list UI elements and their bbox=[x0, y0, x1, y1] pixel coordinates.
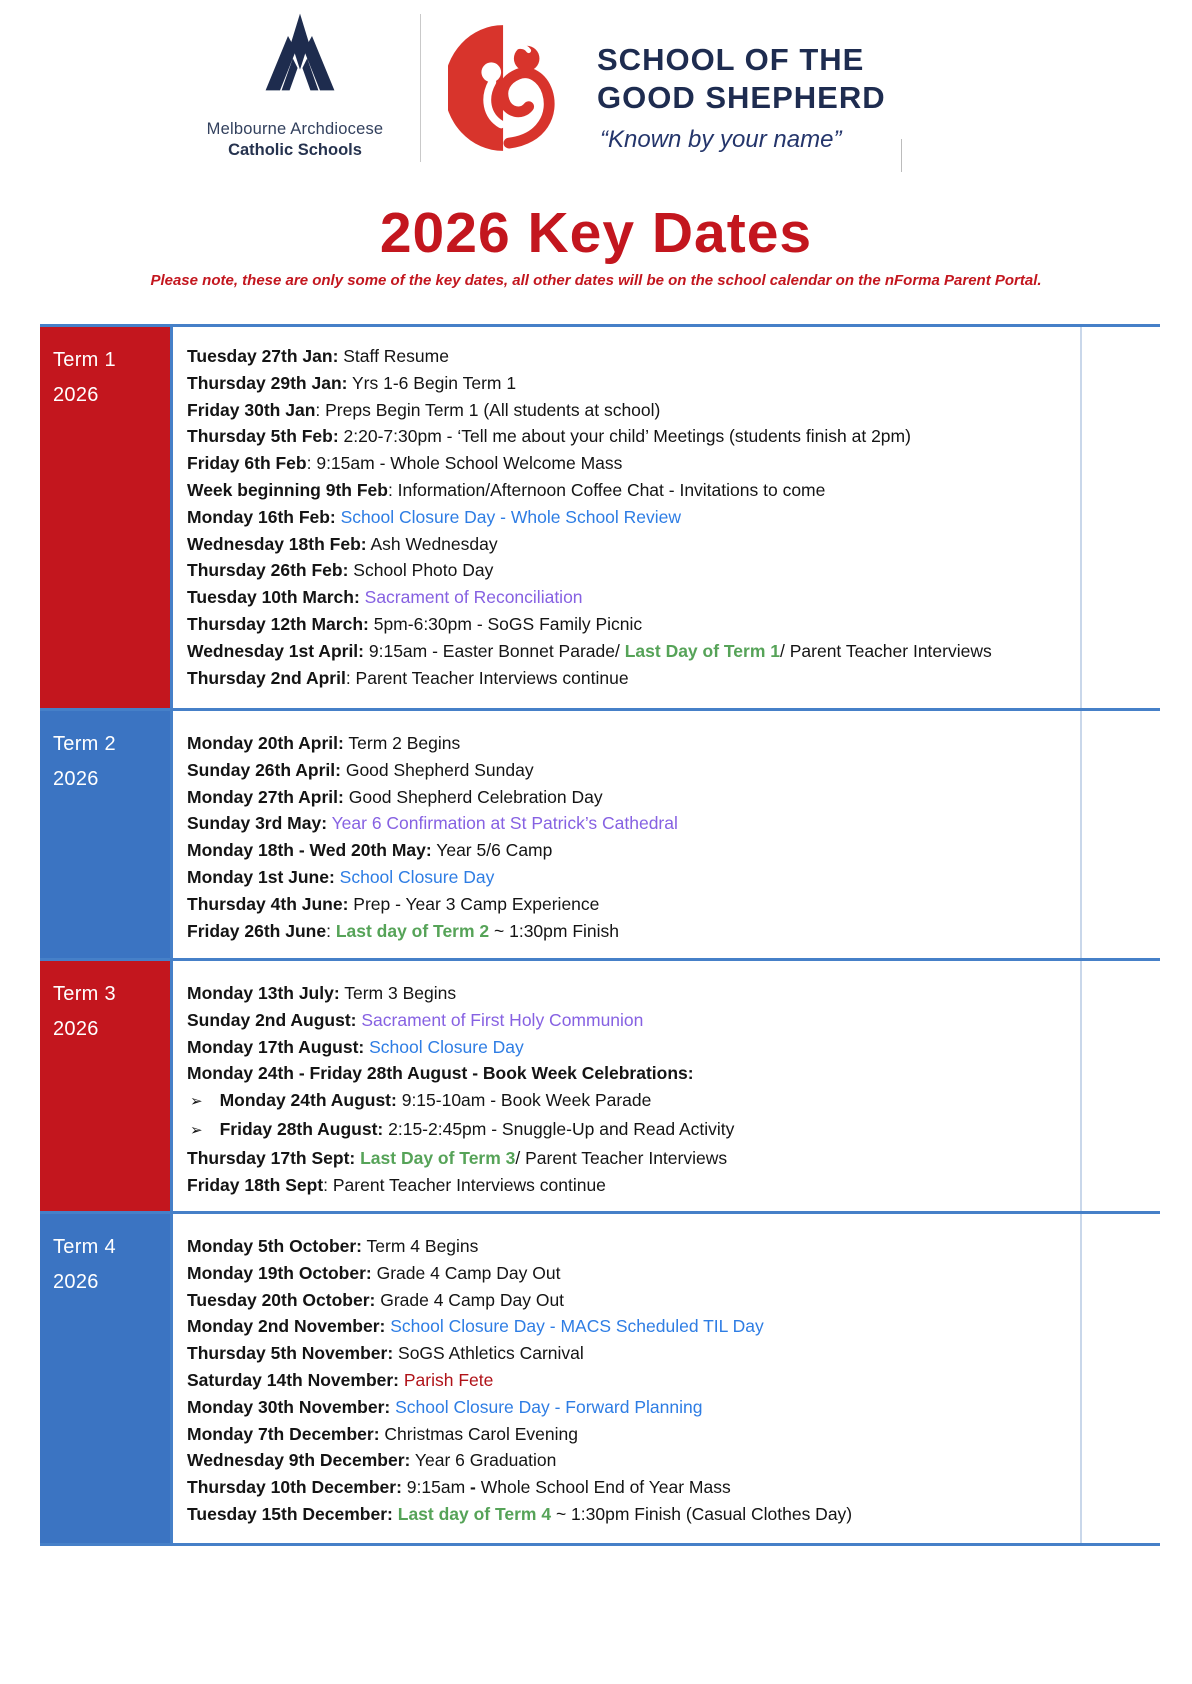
event-line: Friday 26th June: Last day of Term 2 ~ 1:30pm Finish bbox=[187, 920, 620, 941]
term-1-events bbox=[170, 327, 1080, 708]
arrow-bullet-icon: ➢ bbox=[190, 1121, 203, 1139]
table-right-gutter bbox=[1080, 327, 1160, 708]
event-line: Friday 30th Jan: Preps Begin Term 1 (All students at school) bbox=[187, 399, 661, 420]
event-line: Monday 20th April: Term 2 Begins bbox=[187, 733, 461, 753]
event-line: ➢ Monday 24th August: 9:15-10am - Book Week Parade bbox=[187, 1087, 1072, 1116]
event-line: Monday 5th October: Term 4 Begins bbox=[187, 1236, 479, 1256]
event-line: Wednesday 1st April: 9:15am - Easter Bonnet Parade/ Last Day of Term 1/ Parent Teacher Interviews bbox=[187, 640, 992, 661]
term-label-name: Term 1 bbox=[53, 349, 116, 371]
term-2-events bbox=[170, 711, 1080, 958]
term-label-year: 2026 bbox=[53, 384, 99, 406]
table-right-gutter bbox=[1080, 1214, 1160, 1543]
event-line: Thursday 12th March: 5pm-6:30pm - SoGS Family Picnic bbox=[187, 613, 643, 634]
event-line: Monday 7th December: Christmas Carol Evening bbox=[187, 1423, 578, 1444]
event-line: Monday 24th - Friday 28th August - Book Week Celebrations: bbox=[187, 1063, 694, 1084]
event-line: Thursday 5th November: SoGS Athletics Carnival bbox=[187, 1343, 584, 1364]
event-line: Monday 13th July: Term 3 Begins bbox=[187, 983, 457, 1003]
event-line: Monday 2nd November: School Closure Day - MACS Scheduled TIL Day bbox=[187, 1316, 764, 1337]
event-line: Friday 6th Feb: 9:15am - Whole School Welcome Mass bbox=[187, 453, 623, 474]
term-1-label bbox=[40, 327, 170, 708]
event-line: Thursday 29th Jan: Yrs 1-6 Begin Term 1 bbox=[187, 372, 517, 393]
term-label-year: 2026 bbox=[53, 1271, 99, 1293]
sogs-logo-tagline: “Known by your name” bbox=[600, 126, 842, 153]
term-label-name: Term 4 bbox=[53, 1236, 116, 1258]
event-line: Monday 30th November: School Closure Day - Forward Planning bbox=[187, 1396, 703, 1417]
event-line: Thursday 26th Feb: School Photo Day bbox=[187, 560, 494, 581]
event-line: Wednesday 18th Feb: Ash Wednesday bbox=[187, 533, 498, 554]
event-line: Tuesday 27th Jan: Staff Resume bbox=[187, 346, 449, 366]
page-note: Please note, these are only some of the key dates, all other dates will be on the school calendar on the nForma Parent Portal. bbox=[150, 272, 1042, 289]
sogs-shepherd-icon bbox=[448, 22, 566, 154]
event-line: ➢ Friday 28th August: 2:15-2:45pm - Snuggle-Up and Read Activity bbox=[187, 1116, 1072, 1145]
sogs-logo-line1: SCHOOL OF THE bbox=[597, 42, 865, 77]
event-line: Friday 18th Sept: Parent Teacher Interviews continue bbox=[187, 1174, 606, 1195]
term-label-name: Term 3 bbox=[53, 983, 116, 1005]
term-4-row bbox=[40, 1211, 1160, 1543]
event-line: Sunday 3rd May: Year 6 Confirmation at St Patrick’s Cathedral bbox=[187, 813, 678, 834]
sogs-logo-line2: GOOD SHEPHERD bbox=[597, 80, 886, 115]
arrow-bullet-icon: ➢ bbox=[190, 1093, 203, 1111]
event-line: Monday 16th Feb: School Closure Day - Whole School Review bbox=[187, 506, 682, 527]
event-line: Sunday 26th April: Good Shepherd Sunday bbox=[187, 759, 534, 780]
event-line: Saturday 14th November: Parish Fete bbox=[187, 1369, 494, 1390]
event-line: Thursday 2nd April: Parent Teacher Interviews continue bbox=[187, 667, 629, 688]
term-3-row bbox=[40, 958, 1160, 1211]
term-label-year: 2026 bbox=[53, 768, 99, 790]
macs-logo-icon bbox=[252, 12, 348, 116]
table-right-gutter bbox=[1080, 711, 1160, 958]
event-line: Thursday 10th December: 9:15am - Whole School End of Year Mass bbox=[187, 1477, 731, 1498]
event-line: Monday 27th April: Good Shepherd Celebration Day bbox=[187, 786, 603, 807]
term-3-events bbox=[170, 961, 1080, 1211]
term-label-name: Term 2 bbox=[53, 733, 116, 755]
event-line: Monday 18th - Wed 20th May: Year 5/6 Camp bbox=[187, 840, 553, 861]
event-line: Thursday 17th Sept: Last Day of Term 3/ Parent Teacher Interviews bbox=[187, 1147, 728, 1168]
event-line: Tuesday 20th October: Grade 4 Camp Day Out bbox=[187, 1289, 565, 1310]
event-line: Tuesday 10th March: Sacrament of Reconciliation bbox=[187, 587, 583, 608]
term-2-row bbox=[40, 708, 1160, 958]
term-4-events bbox=[170, 1214, 1080, 1543]
event-line: Wednesday 9th December: Year 6 Graduation bbox=[187, 1450, 557, 1471]
header-edge-line bbox=[901, 139, 902, 172]
event-line: Monday 17th August: School Closure Day bbox=[187, 1036, 524, 1057]
macs-logo-line1: Melbourne Archdiocese bbox=[206, 120, 384, 138]
event-line: Monday 19th October: Grade 4 Camp Day Out bbox=[187, 1262, 561, 1283]
event-line: Thursday 5th Feb: 2:20-7:30pm - ‘Tell me about your child’ Meetings (students finish at 2pm) bbox=[187, 426, 911, 447]
terms-table bbox=[40, 324, 1160, 1546]
term-2-label bbox=[40, 711, 170, 958]
term-label-year: 2026 bbox=[53, 1018, 99, 1040]
macs-logo-line2: Catholic Schools bbox=[228, 141, 362, 159]
logo-divider bbox=[420, 14, 421, 162]
table-right-gutter bbox=[1080, 961, 1160, 1211]
term-1-row bbox=[40, 324, 1160, 708]
event-line: Week beginning 9th Feb: Information/Afternoon Coffee Chat - Invitations to come bbox=[187, 479, 826, 500]
event-line: Sunday 2nd August: Sacrament of First Holy Communion bbox=[187, 1009, 644, 1030]
term-4-label bbox=[40, 1214, 170, 1543]
event-line: Monday 1st June: School Closure Day bbox=[187, 866, 495, 887]
page-title: 2026 Key Dates bbox=[379, 201, 813, 265]
event-line: Tuesday 15th December: Last day of Term 4 ~ 1:30pm Finish (Casual Clothes Day) bbox=[187, 1503, 853, 1524]
term-3-label bbox=[40, 961, 170, 1211]
event-line: Thursday 4th June: Prep - Year 3 Camp Experience bbox=[187, 893, 600, 914]
